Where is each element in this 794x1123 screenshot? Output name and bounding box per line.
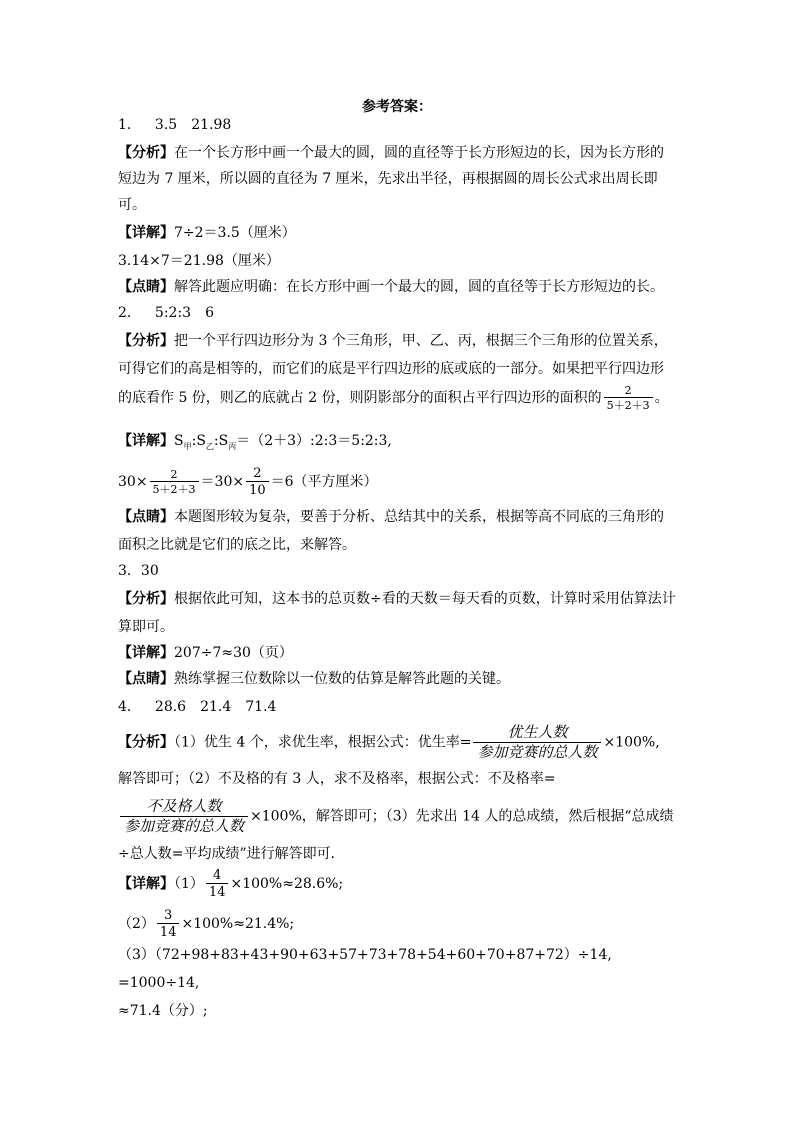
q2-comment-text-1: 本题图形较为复杂，要善于分析、总结其中的关系，根据等高不同底的三角形的: [174, 509, 664, 525]
q4-detail-line-4: =1000÷14,: [118, 975, 200, 991]
q2-colon: :: [191, 433, 197, 449]
q4-detail-fraction-1: [206, 868, 229, 900]
q2-detail-line-2: [118, 466, 378, 498]
q1-number: 1．: [118, 117, 141, 133]
q2-fraction-numerator: 2: [624, 384, 632, 397]
q1-detail-line-1: [118, 224, 296, 242]
q4-detail-line-1: [118, 868, 343, 900]
q2-calc-fraction-1-den: 5＋2＋3: [150, 481, 199, 496]
q4-detail-1-post: ×100%≈28.6%;: [230, 876, 344, 892]
q2-calc-result: ＝6（平方厘米）: [270, 474, 378, 490]
q2-period: 。: [654, 390, 669, 406]
q2-detail-line-1: [118, 432, 392, 456]
q3-analysis-line-2: 算即可。: [118, 619, 174, 635]
q4-detail-fraction-1-den: 14: [206, 883, 229, 900]
detail-tag: 【详解】: [118, 645, 174, 661]
q4-analysis-line-1: [118, 723, 660, 762]
q1-analysis-text-1: 在一个长方形中画一个最大的圆，圆的直径等于长方形短边的长，因为长方形的: [174, 145, 664, 161]
q1-analysis-line-3: 可。: [118, 197, 146, 213]
q4-answer-1: 28.6: [154, 699, 187, 715]
detail-tag: 【详解】: [118, 433, 174, 449]
q1-comment-text: 解答此题应明确：在长方形中画一个最大的圆，圆的直径等于长方形短边的长。: [174, 279, 664, 295]
q3-detail-text: 207÷7≈30（页）: [174, 645, 293, 661]
q1-answer-2: 21.98: [191, 117, 232, 133]
q4-detail-line-2: [118, 908, 294, 940]
q2-analysis-text-3: 的底看作 5 份，则乙的底就占 2 份，则阴影部分的面积占平行四边形的面积的: [118, 390, 602, 406]
q1-answer-1: 3.5: [154, 117, 178, 133]
q1-comment-line: [118, 278, 664, 296]
q4-number: 4．: [118, 699, 141, 715]
q2-answer-line: [118, 304, 214, 322]
comment-tag: 【点睛】: [118, 279, 174, 295]
q1-detail-text-1: 7÷2＝3.5（厘米）: [174, 225, 296, 241]
q4-detail-fraction-2: [157, 908, 180, 940]
analysis-tag: 【分析】: [118, 333, 174, 349]
q3-detail-line: [118, 644, 293, 662]
q3-analysis-text-1: 根据依此可知，这本书的总页数÷看的天数＝每天看的页数，计算时采用估算法计: [174, 591, 676, 607]
q3-comment-line: [118, 670, 510, 688]
q2-area-s: S: [174, 433, 184, 449]
q3-answer-line: 3．30: [118, 563, 159, 579]
q4-analysis-line-4: ÷总人数=平均成绩”进行解答即可．: [118, 846, 345, 862]
q2-analysis-line-1: [118, 332, 668, 350]
q4-analysis-line-3: [118, 797, 674, 836]
q4-formula-1-num: 优生人数: [507, 723, 568, 741]
q2-fraction: [604, 384, 653, 412]
q2-answer-1: 5:2:3: [154, 305, 192, 321]
comment-tag: 【点睛】: [118, 509, 174, 525]
q2-colon: :: [213, 433, 219, 449]
analysis-tag: 【分析】: [118, 145, 174, 161]
q2-comment-line-1: [118, 508, 664, 526]
q1-detail-line-2: 3.14×7＝21.98（厘米）: [118, 253, 280, 269]
q2-sub-yi: 乙: [205, 441, 214, 451]
q4-answer-line: [118, 698, 276, 716]
q2-calc-30: 30×: [118, 474, 148, 490]
comment-tag: 【点睛】: [118, 671, 174, 687]
q2-area-s: S: [218, 433, 229, 449]
q4-detail-2-pre: （2）: [118, 916, 155, 932]
q4-detail-1-pre: （1）: [174, 876, 204, 892]
detail-tag: 【详解】: [118, 225, 174, 241]
q2-sub-jia: 甲: [183, 441, 192, 451]
q4-detail-fraction-2-den: 14: [157, 923, 180, 940]
q4-answer-2: 21.4: [200, 699, 232, 715]
q4-formula-fraction-2: [120, 797, 248, 836]
q4-detail-line-3: （3）（72+98+83+43+90+63+57+73+78+54+60+70+87+72）÷14,: [118, 947, 612, 963]
q2-number: 2．: [118, 305, 141, 321]
q2-calc-eq: ＝30×: [200, 474, 245, 490]
q1-analysis-line-1: [118, 144, 664, 162]
q2-calc-fraction-2: [246, 466, 269, 498]
q4-analysis-text-3: ×100%，解答即可；（3）先求出 14 人的总成绩，然后根据“总成绩: [250, 808, 674, 825]
q4-analysis-text-1: （1）优生 4 个，求优生率，根据公式：优生率=: [174, 734, 472, 751]
q2-sub-bing: 丙: [228, 441, 237, 451]
q2-detail-rest: ＝（2＋3）:2:3＝5:2:3,: [236, 433, 392, 449]
q2-answer-2: 6: [205, 305, 214, 321]
page-title: 参考答案：: [362, 99, 432, 115]
q1-answer-line: [118, 116, 231, 134]
q2-calc-fraction-2-num: 2: [253, 466, 262, 481]
q4-detail-2-post: ×100%≈21.4%;: [181, 916, 295, 932]
q4-detail-line-5: ≈71.4（分）;: [118, 1003, 208, 1019]
q2-calc-fraction-1: [150, 468, 199, 496]
q3-comment-text: 熟练掌握三位数除以一位数的估算是解答此题的关键。: [174, 671, 510, 687]
q2-fraction-denominator: 5＋2＋3: [604, 397, 653, 412]
analysis-tag: 【分析】: [118, 734, 174, 751]
analysis-tag: 【分析】: [118, 591, 174, 607]
q2-comment-line-2: 面积之比就是它们的底之比，来解答。: [118, 537, 356, 553]
q4-detail-fraction-1-num: 4: [213, 868, 222, 883]
q4-detail-fraction-2-num: 3: [164, 908, 173, 923]
q4-formula-fraction-1: [473, 723, 601, 762]
q3-analysis-line-1: [118, 590, 676, 608]
q4-formula-1-den: 参加竞赛的总人数: [473, 742, 601, 762]
q2-analysis-text-1: 把一个平行四边形分为 3 个三角形，甲、乙、丙，根据三个三角形的位置关系，: [174, 333, 668, 349]
detail-tag: 【详解】: [118, 876, 174, 892]
q2-area-s: S: [196, 433, 206, 449]
q4-answer-3: 71.4: [245, 699, 277, 715]
q4-formula-2-den: 参加竞赛的总人数: [120, 816, 248, 836]
q4-formula-2-num: 不及格人数: [146, 797, 222, 815]
q2-analysis-line-2: 可得它们的高是相等的，而它们的底是平行四边形的底或底的一部分。如果把平行四边形: [118, 361, 664, 377]
q2-calc-fraction-1-num: 2: [170, 468, 178, 481]
q2-analysis-line-3: [118, 384, 669, 412]
q4-analysis-line-2: 解答即可；（2）不及格的有 3 人，求不及格率，根据公式：不及格率=: [118, 771, 556, 787]
q2-calc-fraction-2-den: 10: [246, 481, 269, 498]
q4-times-100: ×100%,: [603, 734, 660, 751]
q1-analysis-line-2: 短边为 7 厘米，所以圆的直径为 7 厘米，先求出半径，再根据圆的周长公式求出周长即: [118, 171, 658, 187]
